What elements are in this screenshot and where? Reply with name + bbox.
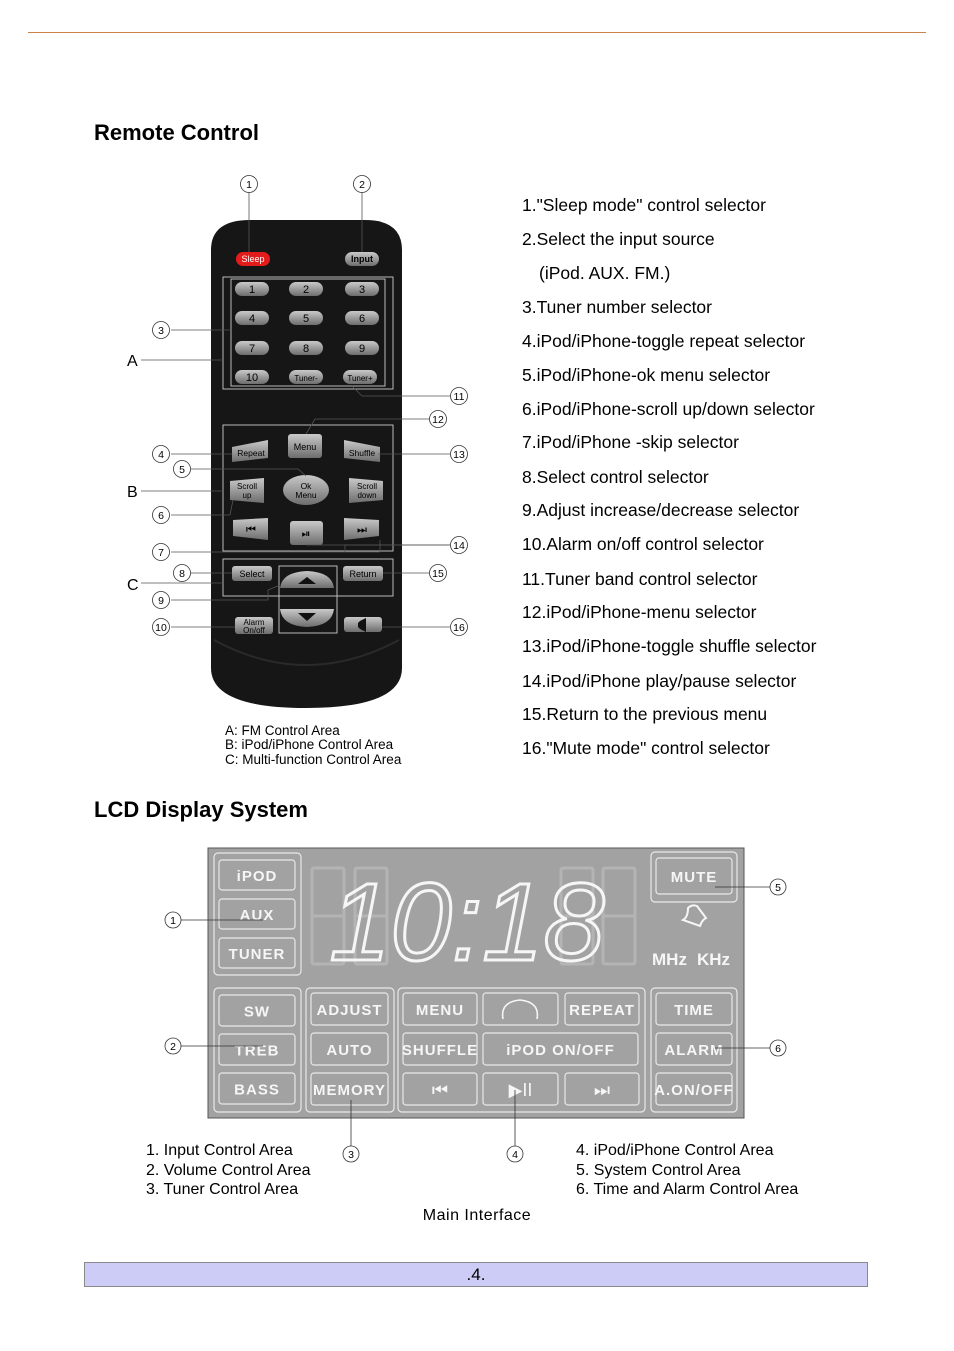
description-item: 1."Sleep mode" control selector (522, 195, 766, 215)
svg-text:9: 9 (158, 595, 164, 607)
svg-text:TUNER: TUNER (228, 946, 286, 963)
svg-text:Shuffle: Shuffle (348, 448, 376, 458)
skip-back-icon: ⏮ (431, 1080, 449, 1100)
svg-text:15: 15 (432, 568, 444, 580)
remote-control-diagram (100, 165, 490, 715)
svg-text:On/off: On/off (243, 626, 265, 635)
svg-text:Return: Return (349, 569, 377, 579)
svg-text:up: up (242, 491, 252, 500)
svg-text:6: 6 (158, 510, 164, 522)
svg-text:3: 3 (158, 325, 164, 337)
svg-text:6: 6 (358, 313, 366, 325)
svg-text:2: 2 (170, 1041, 176, 1053)
description-item: 12.iPod/iPhone-menu selector (522, 602, 757, 622)
description-item: 9.Adjust increase/decrease selector (522, 500, 800, 520)
svg-text:7: 7 (158, 547, 164, 559)
clock-readout: 10:18 (329, 861, 605, 984)
svg-text:2: 2 (359, 179, 365, 191)
svg-text:Tuner-: Tuner- (294, 374, 318, 383)
svg-text:Repeat: Repeat (237, 448, 265, 458)
description-item: 7.iPod/iPhone -skip selector (522, 432, 739, 452)
svg-text:9: 9 (358, 343, 366, 355)
lcd-legend-2: 2. Volume Control Area (146, 1162, 311, 1179)
description-item: 2.Select the input source (522, 229, 715, 249)
svg-text:12: 12 (432, 414, 444, 426)
svg-text:1: 1 (170, 915, 176, 927)
svg-text:Tuner+: Tuner+ (347, 374, 373, 383)
svg-text:5: 5 (775, 882, 781, 894)
svg-text:ADJUST: ADJUST (316, 1002, 383, 1019)
svg-text:3: 3 (348, 1149, 354, 1161)
svg-text:5: 5 (179, 464, 185, 476)
area-legend-a: A: FM Control Area (225, 723, 340, 738)
svg-text:⏮: ⏮ (246, 524, 256, 536)
svg-text:4: 4 (512, 1149, 518, 1161)
svg-text:AUX: AUX (239, 907, 275, 924)
skip-forward-icon: ⏭ (593, 1080, 611, 1100)
header-rule (28, 32, 926, 33)
svg-text:Scroll: Scroll (236, 482, 258, 491)
description-item: 13.iPod/iPhone-toggle shuffle selector (522, 636, 817, 656)
svg-text:8: 8 (179, 568, 185, 580)
svg-text:MHz: MHz (652, 950, 687, 969)
svg-text:Menu: Menu (295, 490, 317, 500)
play-pause-icon: ▶II (508, 1080, 533, 1100)
description-item: 5.iPod/iPhone-ok menu selector (522, 365, 771, 385)
svg-text:AUTO: AUTO (326, 1042, 373, 1059)
description-item: 16."Mute mode" control selector (522, 738, 770, 758)
svg-text:TREB: TREB (234, 1042, 280, 1060)
svg-text:10: 10 (155, 622, 167, 634)
description-item: 6.iPod/iPhone-scroll up/down selector (522, 399, 815, 419)
svg-text:11: 11 (453, 391, 465, 403)
svg-text:⏯: ⏯ (301, 528, 311, 540)
svg-text:A.ON/OFF: A.ON/OFF (654, 1082, 734, 1099)
svg-text:TIME: TIME (674, 1002, 714, 1019)
svg-text:C: C (127, 577, 139, 594)
lcd-legend-4: 4. iPod/iPhone Control Area (576, 1142, 774, 1159)
svg-text:⏭: ⏭ (357, 524, 367, 536)
description-item: 10.Alarm on/off control selector (522, 534, 764, 554)
svg-text:14: 14 (453, 540, 465, 552)
svg-text:BASS: BASS (234, 1081, 280, 1099)
svg-text:Ok: Ok (300, 481, 312, 491)
description-item: 14.iPod/iPhone play/pause selector (522, 671, 797, 691)
description-item: 3.Tuner number selector (522, 297, 712, 317)
description-item: 8.Select control selector (522, 467, 709, 487)
svg-text:MEMORY: MEMORY (313, 1082, 386, 1099)
page-number-bar (84, 1262, 868, 1287)
svg-text:Menu: Menu (293, 442, 317, 452)
lcd-legend-6: 6. Time and Alarm Control Area (576, 1181, 799, 1198)
lcd-display-heading: LCD Display System (94, 797, 308, 822)
description-item: 11.Tuner band control selector (522, 569, 758, 589)
lcd-display-diagram (150, 840, 800, 1170)
svg-text:Scroll: Scroll (356, 482, 378, 491)
svg-text:iPOD: iPOD (236, 868, 278, 885)
svg-text:KHz: KHz (697, 950, 731, 969)
svg-text:Sleep: Sleep (241, 254, 265, 264)
area-legend-b: B: iPod/iPhone Control Area (225, 737, 394, 752)
svg-text:down: down (357, 491, 377, 500)
lcd-legend-1: 1. Input Control Area (146, 1142, 293, 1159)
lcd-legend-3: 3. Tuner Control Area (146, 1181, 299, 1198)
area-legend-c: C: Multi-function Control Area (225, 752, 402, 767)
svg-text:Input: Input (351, 254, 373, 264)
page-number: .4. (466, 1265, 486, 1284)
svg-text:2: 2 (302, 284, 310, 296)
svg-text:10: 10 (245, 372, 259, 384)
svg-text:5: 5 (302, 313, 310, 325)
svg-text:1: 1 (246, 179, 252, 191)
svg-text:SHUFFLE: SHUFFLE (401, 1042, 479, 1059)
description-item: 15.Return to the previous menu (522, 704, 768, 724)
svg-text:13: 13 (453, 449, 465, 461)
svg-text:16: 16 (453, 622, 465, 634)
figure-caption: Main Interface (422, 1207, 532, 1224)
svg-text:iPOD ON/OFF: iPOD ON/OFF (506, 1042, 615, 1059)
lcd-legend-5: 5. System Control Area (576, 1162, 741, 1179)
description-item: 4.iPod/iPhone-toggle repeat selector (522, 331, 806, 351)
svg-text:4: 4 (158, 449, 164, 461)
svg-text:MENU: MENU (415, 1002, 465, 1019)
svg-text:Alarm: Alarm (243, 618, 265, 627)
svg-text:B: B (127, 484, 138, 501)
remote-control-heading: Remote Control (94, 120, 259, 145)
svg-text:7: 7 (248, 343, 256, 355)
svg-text:Select: Select (239, 569, 265, 579)
svg-text:4: 4 (248, 313, 256, 325)
svg-text:1: 1 (248, 284, 256, 296)
svg-text:A: A (127, 353, 138, 370)
svg-text:SW: SW (243, 1003, 271, 1021)
description-item: (iPod. AUX. FM.) (539, 263, 671, 283)
svg-text:3: 3 (358, 284, 366, 296)
svg-text:8: 8 (302, 343, 310, 355)
svg-text:6: 6 (775, 1043, 781, 1055)
svg-text:REPEAT: REPEAT (569, 1002, 635, 1019)
svg-text:ALARM: ALARM (664, 1042, 724, 1059)
svg-text:MUTE: MUTE (670, 869, 718, 886)
